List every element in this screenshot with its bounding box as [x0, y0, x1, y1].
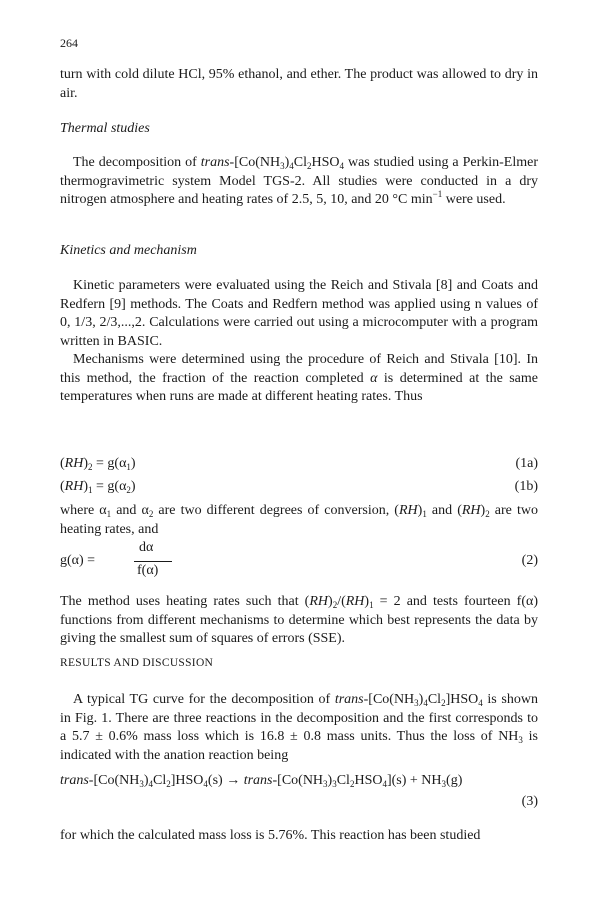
kinetics-text-2: Mechanisms were determined using the procedure of Reich and Stivala [10]. In this method, the fraction of the reaction completed α is determined at the same temperatures when runs are made at different heating rates. Thus [60, 352, 538, 404]
kinetics-text-1: Kinetic parameters were evaluated using the Reich and Stivala [8] and Coats and Redfern [9] methods. The Coats and Redfern method was applied using n values of 0, 1/3, 2/3,...,2. Calculations were carried out using a microcomputer with a program written in BASIC. [60, 278, 538, 349]
final-text: for which the calculated mass loss is 5.76%. This reaction has been studied [60, 828, 481, 843]
equation-2-numerator: dα [139, 540, 154, 555]
equation-1b [60, 479, 538, 499]
equation-1a [60, 456, 538, 476]
results-text: A typical TG curve for the decomposition of trans-$[Co(NH_3)_4Cl_2]HSO_4$ is shown in Fig. 1. There are three reactions in the decomposition and the first corresponds to a 5.7 ± 0.6% mass loss which is 16.8 ± 0.8 mass units. Thus the loss of $NH_3$ is indicated with the anation reaction being [60, 692, 539, 763]
heading-thermal-studies: Thermal studies [60, 121, 150, 136]
equation-1a-number: (1a) [515, 456, 538, 471]
heading-results: RESULTS AND DISCUSSION [60, 657, 214, 669]
equation-2-lhs: g(α) = [60, 553, 96, 568]
intro-text: turn with cold dilute HCl, 95% ethanol, and ether. The product was allowed to dry in air. [60, 67, 538, 101]
kinetics-paragraph-1 [60, 277, 538, 407]
method-paragraph [60, 593, 538, 649]
equation-2-denominator: f(α) [137, 563, 159, 578]
intro-paragraph [60, 66, 538, 103]
page-number: 264 [60, 36, 78, 50]
method-text: The method uses heating rates such that $(RH)_2/(RH)_1 = 2$ and tests fourteen f(α) functions from different mechanisms to determine which best represents the data by giving the smallest sum of squares of errors (SSE). [60, 594, 538, 646]
equation-3-body: trans-$[Co(NH_3)_4Cl_2]HSO_4(s)$ → trans-$[Co(NH_3)_3Cl_2HSO_4](s) + NH_3(g)$ [60, 773, 463, 789]
equation-2 [60, 540, 538, 584]
equation-1b-number: (1b) [514, 479, 538, 494]
equation-3-number-row [60, 794, 538, 814]
equation-1b-body: $(RH)_1 = g(\alpha_2)$ [60, 479, 136, 495]
thermal-paragraph [60, 154, 538, 210]
heading-kinetics: Kinetics and mechanism [60, 243, 197, 258]
where-paragraph [60, 502, 538, 539]
equation-3-number: (3) [521, 794, 538, 809]
where-text: where $\alpha_1$ and $\alpha_2$ are two different degrees of conversion, $(RH)_1$ and $(RH)_2$ are two heating rates, and [60, 503, 538, 537]
equation-2-number: (2) [521, 553, 538, 568]
final-paragraph [60, 827, 538, 846]
equation-2-fraction-bar [134, 561, 172, 562]
equation-3 [60, 773, 538, 793]
results-paragraph [60, 691, 538, 765]
thermal-text: The decomposition of trans-[$Co(NH_3)_4Cl_2HSO_4$ was studied using a Perkin-Elmer thermogravimetric system Model TGS-2. All studies were conducted in a dry nitrogen atmosphere and heating rates of 2.5, 5, 10, and 20 °C $\min^{-1}$ were used. [60, 155, 538, 207]
equation-1a-body: $(RH)_2 = g(\alpha_1)$ [60, 456, 136, 472]
